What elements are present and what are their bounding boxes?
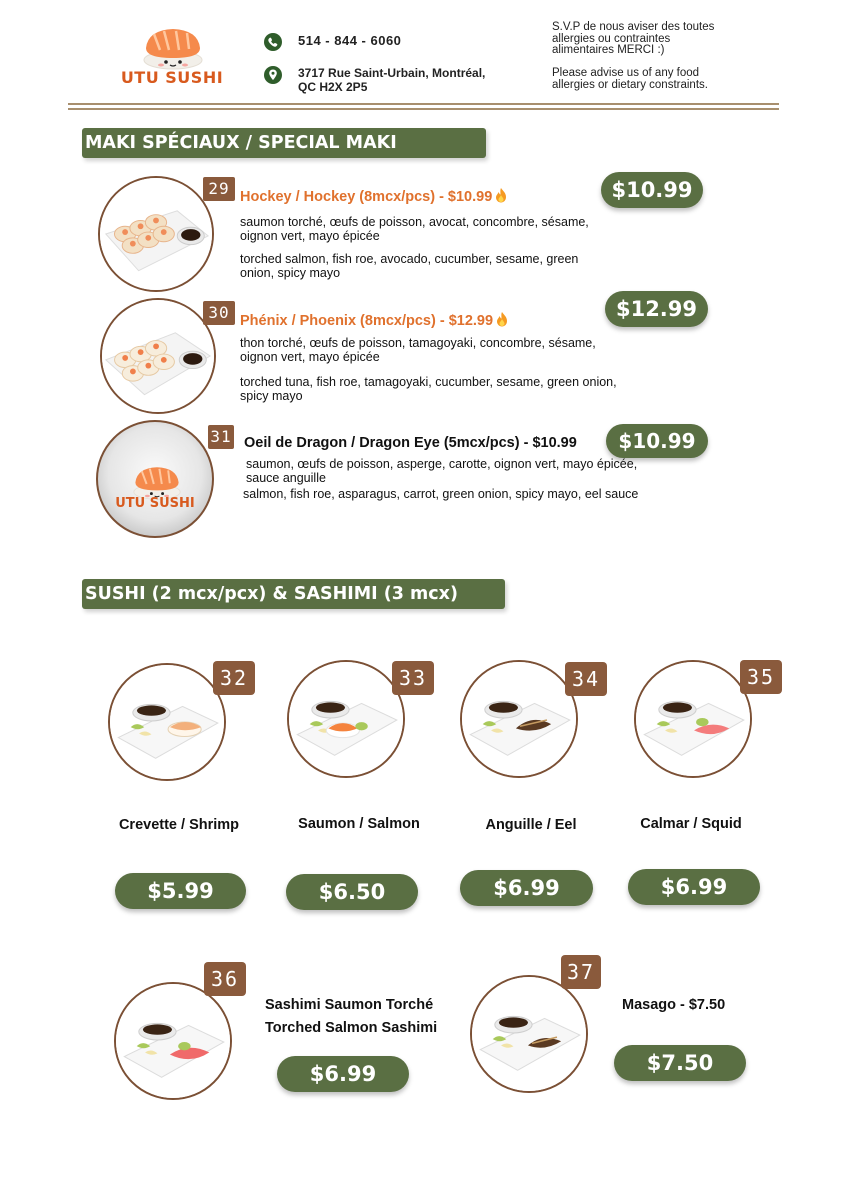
- maki-31-price: $10.99: [606, 424, 708, 458]
- sashimi-36-label-fr: Sashimi Saumon Torché: [265, 997, 434, 1013]
- flame-icon: [495, 311, 509, 327]
- allergy-notice-fr: [552, 22, 792, 57]
- phone-icon: [264, 33, 282, 51]
- maki-29-desc-fr: [240, 215, 640, 243]
- desc-line: torched tuna, fish roe, tamagoyaki, cucumber, sesame, green onion,: [240, 375, 617, 389]
- maki-31-title: Oeil de Dragon / Dragon Eye (5mcx/pcs) - $10.99: [244, 435, 577, 451]
- sushi-37-price: $7.50: [614, 1045, 746, 1081]
- notice-fr-line-1: S.V.P de nous aviser des toutes: [552, 21, 715, 33]
- header-divider-top: [68, 103, 779, 105]
- address-line-2: QC H2X 2P5: [298, 80, 368, 94]
- notice-fr-line-2: allergies ou contraintes: [552, 32, 671, 45]
- sushi-32-photo: [108, 663, 226, 781]
- maki-30-price: $12.99: [605, 291, 708, 327]
- brand-name: UTU SUSHI: [120, 68, 224, 87]
- item-number-badge: 32: [213, 661, 255, 695]
- sashimi-36-photo: [114, 982, 232, 1100]
- sushi-32-label: Crevette / Shrimp: [118, 817, 240, 833]
- sushi-37-label: Masago - $7.50: [622, 997, 726, 1013]
- section-title-maki: MAKI SPÉCIAUX / SPECIAL MAKI: [82, 128, 486, 158]
- sushi-35-price: $6.99: [628, 869, 760, 905]
- item-number-badge: 37: [561, 955, 601, 989]
- desc-line: sauce anguille: [246, 471, 326, 485]
- maki-30-title: [240, 311, 509, 329]
- item-number-badge: 35: [740, 660, 782, 694]
- sushi-logo-icon: [142, 20, 204, 70]
- item-number-badge: 33: [392, 661, 434, 695]
- desc-line: salmon, fish roe, asparagus, carrot, green onion, spicy mayo, eel sauce: [243, 487, 639, 501]
- sushi-34-photo: [460, 660, 578, 778]
- maki-29-desc-en: [240, 252, 640, 280]
- sushi-37-photo: [470, 975, 588, 1093]
- maki-30-desc-fr: [240, 336, 680, 364]
- item-number-badge: 29: [203, 177, 235, 201]
- maki-29-photo: [98, 176, 214, 292]
- sashimi-36-price: $6.99: [277, 1056, 409, 1092]
- item-number-badge: 36: [204, 962, 246, 996]
- maki-31-desc-fr: [246, 457, 716, 485]
- sushi-33-label: Saumon / Salmon: [298, 816, 420, 832]
- notice-fr-line-3: alimentaires MERCI :): [552, 44, 665, 56]
- desc-line: oignon vert, mayo épicée: [240, 350, 380, 364]
- maki-30-desc-en: [240, 375, 700, 403]
- sushi-32-price: $5.99: [115, 873, 246, 909]
- location-pin-icon: [264, 66, 282, 84]
- item-number-badge: 30: [203, 301, 235, 325]
- sushi-logo-icon: [132, 460, 182, 500]
- brand-logo: [116, 20, 228, 92]
- address-line-1: 3717 Rue Saint-Urbain, Montréal,: [298, 66, 486, 80]
- sushi-34-price: $6.99: [460, 870, 593, 906]
- maki-30-title-text: Phénix / Phoenix (8mcx/pcs) - $12.99: [240, 313, 494, 329]
- placeholder-brand: UTU SUSHI: [115, 496, 195, 511]
- sushi-35-label: Calmar / Squid: [640, 816, 742, 832]
- desc-line: saumon torché, œufs de poisson, avocat, concombre, sésame,: [240, 215, 589, 229]
- desc-line: onion, spicy mayo: [240, 266, 341, 280]
- item-number-badge: 34: [565, 662, 607, 696]
- sushi-35-photo: [634, 660, 752, 778]
- notice-en-line-1: Please advise us of any food: [552, 67, 700, 79]
- maki-29-title: [240, 187, 508, 205]
- maki-31-photo-placeholder: [96, 420, 214, 538]
- sushi-34-label: Anguille / Eel: [485, 817, 577, 833]
- phone-number[interactable]: 514 - 844 - 6060: [298, 33, 402, 48]
- maki-30-photo: [100, 298, 216, 414]
- allergy-notice-en: [552, 68, 792, 91]
- maki-29-price: $10.99: [601, 172, 703, 208]
- desc-line: torched salmon, fish roe, avocado, cucumber, sesame, green: [240, 252, 579, 266]
- address: [298, 66, 498, 94]
- header-divider-bottom: [68, 108, 779, 110]
- desc-line: thon torché, œufs de poisson, tamagoyaki, concombre, sésame,: [240, 336, 596, 350]
- desc-line: oignon vert, mayo épicée: [240, 229, 380, 243]
- maki-29-title-text: Hockey / Hockey (8mcx/pcs) - $10.99: [240, 189, 493, 205]
- desc-line: saumon, œufs de poisson, asperge, carotte, oignon vert, mayo épicée,: [246, 457, 638, 471]
- maki-31-desc-en: [243, 487, 723, 501]
- desc-line: spicy mayo: [240, 389, 303, 403]
- item-number-badge: 31: [208, 425, 234, 449]
- section-title-sushi: SUSHI (2 mcx/pcx) & SASHIMI (3 mcx): [82, 579, 505, 609]
- sashimi-36-label-en: Torched Salmon Sashimi: [265, 1020, 438, 1036]
- flame-icon: [494, 187, 508, 203]
- sushi-33-photo: [287, 660, 405, 778]
- notice-en-line-2: allergies or dietary constraints.: [552, 78, 708, 91]
- sushi-33-price: $6.50: [286, 874, 418, 910]
